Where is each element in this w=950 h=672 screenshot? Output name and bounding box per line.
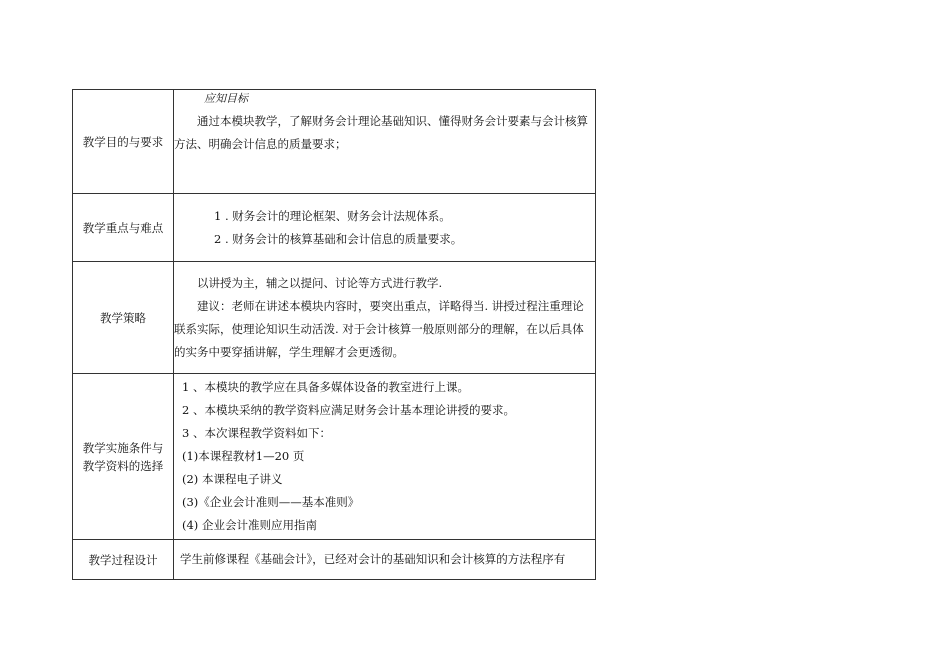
objective-title: 应知目标: [204, 92, 248, 105]
condition-item: (2) 本课程电子讲义: [182, 472, 283, 486]
label-process: 教学过程设计: [73, 540, 174, 580]
condition-item: (4) 企业会计准则应用指南: [182, 518, 317, 532]
label-goals: 教学目的与要求: [73, 90, 174, 194]
content-strategy: [174, 262, 596, 374]
condition-item: 2 、本模块采纳的教学资料应满足财务会计基本理论讲授的要求。: [182, 403, 515, 417]
row-strategy: [73, 262, 596, 374]
goals-text: 通过本模块教学，了解财务会计理论基础知识、懂得财务会计要素与会计核算方法、明确会计信息的质量要求；: [174, 114, 588, 151]
label-conditions-line2: 教学资料的选择: [82, 458, 164, 473]
row-focus: [73, 194, 596, 262]
row-goals: [73, 90, 596, 194]
process-text: 学生前修课程《基础会计》，已经对会计的基础知识和会计核算的方法程序有: [180, 552, 566, 566]
condition-item: (1)本课程教材1—20 页: [182, 449, 305, 463]
content-goals: [174, 90, 596, 194]
focus-item-1: 1 . 财务会计的理论框架、财务会计法规体系。: [214, 208, 451, 223]
content-process: [174, 540, 596, 580]
condition-item: 3 、本次课程教学资料如下：: [182, 426, 331, 440]
label-focus: 教学重点与难点: [73, 194, 174, 262]
row-process: [73, 540, 596, 580]
label-strategy: 教学策略: [73, 262, 174, 374]
content-conditions: [174, 374, 596, 540]
row-conditions: [73, 374, 596, 540]
condition-item: (3)《企业会计准则——基本准则》: [182, 495, 360, 509]
focus-item-2: 2 . 财务会计的核算基础和会计信息的质量要求。: [214, 231, 463, 246]
label-conditions: [73, 374, 174, 540]
content-focus: [174, 194, 596, 262]
condition-item: 1 、本模块的教学应在具备多媒体设备的教室进行上课。: [182, 380, 469, 394]
strategy-p2: 建议：老师在讲述本模块内容时，要突出重点，详略得当. 讲授过程注重理论联系实际，使理论知识生动活泼. 对于会计核算一般原则部分的理解，在以后具体的实务中要穿插讲解，学生理解才会更透彻。: [174, 298, 584, 359]
label-conditions-line1: 教学实施条件与: [82, 440, 164, 455]
strategy-p1: 以讲授为主，辅之以提问、讨论等方式进行教学.: [197, 275, 443, 290]
syllabus-table: [72, 89, 596, 580]
